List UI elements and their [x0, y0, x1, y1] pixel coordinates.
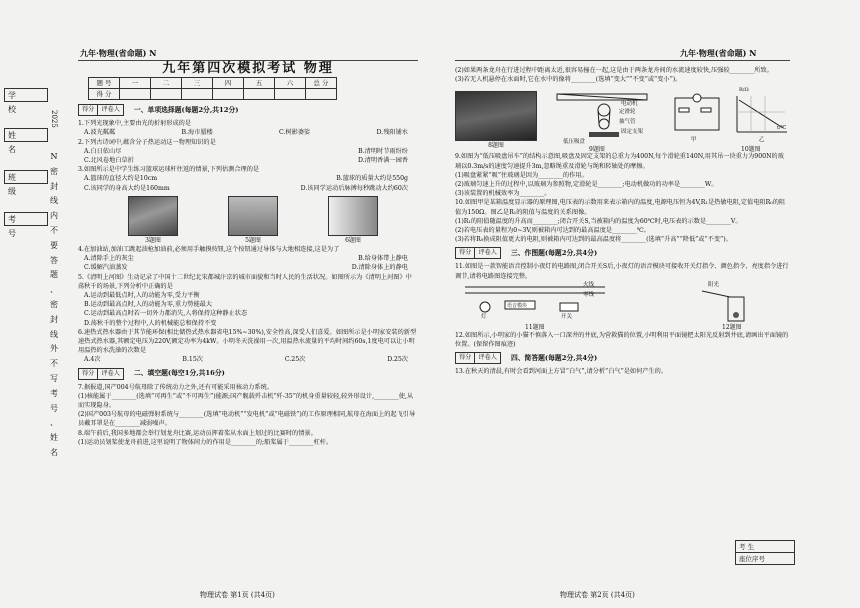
name-field: 姓 名 — [4, 128, 48, 142]
swing-photo — [228, 196, 278, 236]
well-diagram — [700, 283, 770, 331]
score-header: 总 分 — [306, 78, 337, 89]
figure-caption: 9题图 — [589, 146, 605, 154]
question-3-options: C.该同学的身高大约是160mm D.该同学运动后脉搏每秒跳动大约60次 — [84, 184, 408, 192]
voice-module-label: 语音模块 — [507, 302, 528, 309]
neutral-wire-label: 零线 — [583, 291, 595, 298]
question-10-3: (3)若将R₀换成阻值更大的电阻,则被箱内可达到的最高温度将________(选填“升高”“降低”或“不变”)。 — [455, 236, 732, 244]
exam-title: 九年第四次模拟考试 物理 — [162, 61, 334, 76]
rater-box: 得分 评卷人 — [455, 352, 501, 364]
lamp-label: 灯 — [481, 313, 487, 320]
binding-gutter — [0, 40, 60, 600]
water-heater-photo — [328, 196, 378, 236]
motor-label: 电动机 — [621, 101, 638, 108]
seat-number-box — [735, 540, 795, 565]
question-9: 9.如图为“低压吸盘吊车”的结构示意图,吸盘及固定支架的总重力为400N,每个滑轮重140N,用其吊一块重力为900N的玻璃以0.3m/s的速度匀速提升3m,忽略绳重及滑轮与绳和转轴处的摩擦。 — [455, 153, 784, 170]
figure-caption: 11题图 — [525, 323, 545, 331]
thermometer-circuit — [671, 87, 791, 154]
question-8-3: (3)若无人机悬停在水面时,它在水中的像将________(选填“变大”“不变”或“变小”)。 — [455, 76, 682, 84]
question-9-2: (2)玻璃匀速上升的过程中,以玻璃为参照物,定滑轮是________;电动机做功的功率是________W。 — [455, 181, 718, 189]
score-header: 五 — [244, 78, 275, 89]
year-mark: 2025 — [50, 110, 58, 128]
score-header: 三 — [182, 78, 213, 89]
figures-11-12 — [465, 283, 770, 331]
question-2-options: A.白日依山尽 B.清明时节雨纷纷 — [84, 147, 408, 155]
score-header: 题 号 — [89, 78, 120, 89]
seat-box-label: 考 生 — [736, 541, 794, 553]
score-cell[interactable] — [306, 89, 337, 100]
question-4-options: C.缓解汽油蒸发 D.清除身体上的静电 — [84, 264, 408, 272]
score-row-label: 得 分 — [89, 89, 120, 100]
section1-heading — [78, 104, 418, 116]
rater-box: 得分 评卷人 — [78, 104, 124, 116]
question-5-option: D.荡秋千的整个过程中,人的机械能总和保持不变 — [84, 319, 217, 327]
page-header-right: 九年·物理(省命题) N — [680, 48, 757, 58]
score-cell[interactable] — [275, 89, 306, 100]
dragon-boat-photo — [455, 91, 537, 141]
left-page — [78, 44, 418, 447]
question-1: 1.下列光现象中,主要由光的折射形成的是 — [78, 120, 192, 128]
rater-box: 得分 评卷人 — [78, 368, 124, 380]
score-cell[interactable] — [120, 89, 151, 100]
bracket-label: 固定支架 — [621, 129, 644, 136]
question-9-1: (1)吸盘紧紧“吸”住玻璃是因为________的作用。 — [455, 171, 588, 179]
exam-number-field: 考 号 — [4, 212, 48, 226]
question-8: 8.端午前后,我国多地都会举行划龙舟比赛,运动员挥着桨从水面上划过的比赛时的情景。 — [78, 429, 317, 437]
figure-caption: 10题图 — [741, 146, 761, 154]
question-10-2: (2)若电压表的量程为0~3V,则被箱内可达到的最高温度是________℃。 — [455, 227, 650, 235]
figure-caption: 12题图 — [722, 323, 742, 331]
right-page — [455, 44, 790, 376]
question-10: 10.如图甲是某箱温度显示器的原理图,电压表的示数用来表示箱内的温度,电源电压恒为4V,R₁是热敏电阻,定值电阻R₀的阻值为150Ω。图乙是R₁的阻值与温度的关系图像。 — [455, 199, 786, 216]
figure-caption: 8题图 — [488, 142, 504, 150]
section4-heading — [455, 352, 790, 364]
section2-title: 二、填空题(每空1分,共16分) — [133, 369, 225, 378]
fig-yi-label: 乙 — [759, 137, 765, 144]
live-wire-label: 火线 — [583, 281, 595, 288]
section4-title: 四、简答题(每题2分,共4分) — [510, 353, 598, 362]
figure-caption: 6题图 — [345, 236, 361, 244]
question-5: 5.《清明上河图》生动记录了中国十二世纪北宋都城汴京的城市面貌和当时人民的生活状况。如图所示为《清明上河图》中荡秋千的场景,下列分析中正确的是 — [78, 273, 412, 290]
axis-y-label: R/Ω — [739, 87, 749, 94]
figures-row — [128, 196, 418, 245]
figure-caption: 3题图 — [145, 236, 161, 244]
question-13: 13.在秋天的清晨,有时会看到河面上方冒“白气”,请分析“白气”是如何产生的。 — [455, 368, 668, 376]
question-6-options: A.4次 B.15次 C.25次 D.25次 — [84, 356, 408, 364]
question-3-options: A.篮球的直径大约是10cm B.篮球的质量大约是550g — [84, 175, 408, 183]
question-2: 2.下列古诗词中,蕴含分子热运动这一物理知识的是 — [78, 138, 216, 146]
question-5-option: B.运动到最高点时,人的动能为零,重力势能最大 — [84, 301, 213, 309]
section1-title: 一、单项选择题(每题2分,共12分) — [133, 105, 239, 114]
score-header: 六 — [275, 78, 306, 89]
class-field: 班 级 — [4, 170, 48, 184]
switch-label: 开关 — [561, 313, 573, 320]
figures-8-10 — [455, 87, 790, 154]
suction-label: 低压吸盘 — [563, 139, 586, 146]
voice-lamp-circuit — [465, 283, 615, 331]
score-header: 一 — [120, 78, 151, 89]
question-8-2: (2)如果两条龙舟在行进过程中距离太近,很容易撞在一起,这是由于两条龙舟间的水流速度较快,压强较________所致。 — [455, 67, 773, 74]
question-7-1: (1)核能属于________(选填“可再生”或“不可再生”)能源;国产舰载歼击机“歼-35”的机身重量较轻,较外形设计,________使,从而实现隐身。 — [78, 392, 414, 410]
question-6: 6.速热式热水器由于其节能环保(相比储热式热水器省电15%~30%),安全性高,深受人们喜爱。如图所示是小明家安装的新型速热式热水器,其额定电压为220V,额定功率为4kW。小明冬天洗澡用一次,用温热水流量的平均时间约60s,1度电可以让小明用温热的水洗澡的次数是 — [78, 328, 417, 355]
seal-line-text: N 密 封 线 内 不 要 答 题 、 密 封 线 外 不 写 考 号 、 姓 名 — [50, 152, 58, 457]
question-8-1: (1)运动员划桨使龙舟前进,这里说明了物体间力的作用是________的;船桨属于________杠杆。 — [78, 438, 333, 446]
question-2-options: C.北风卷地白草折 D.清明香满一园香 — [84, 157, 408, 165]
question-7: 7.据报道,国产004号航母除了传统动力之外,还有可能采用核动力系统。 — [78, 383, 273, 391]
question-10-1: (1)R₁的阻值随温度的升高而________;闭合开关S,当被箱内的温度为60℃时,电压表的示数是________V。 — [455, 217, 742, 225]
score-cell[interactable] — [151, 89, 182, 100]
score-header: 二 — [151, 78, 182, 89]
question-7-2: (2)国产003号航母的电磁弹射系统与________(选填“电动机”“发电机”或“电磁铁”)的工作原理相同,航母在海面上的起飞引导员戴耳罩是在________减弱噪声。 — [78, 411, 416, 428]
crane-diagram — [549, 90, 659, 154]
rater-box: 得分 评卷人 — [455, 247, 501, 259]
figure-caption: 5题图 — [245, 236, 261, 244]
score-cell[interactable] — [182, 89, 213, 100]
section2-heading — [78, 368, 418, 380]
question-1-options: A.波光粼粼 B.海市蜃楼 C.树影婆娑 D.残阳铺水 — [84, 129, 408, 137]
axis-x-label: t/℃ — [777, 125, 787, 132]
score-cell[interactable] — [244, 89, 275, 100]
page-footer-right: 物理试卷 第2页 (共4页) — [560, 591, 635, 599]
question-4-options: A.清除手上的灰尘 B.给身体带上静电 — [84, 255, 408, 263]
school-field: 学 校 — [4, 88, 48, 102]
circuit-svg — [671, 90, 791, 142]
question-5-option: C.运动到最高点时若一切外力都消失,人将保持这种静止状态 — [84, 310, 248, 318]
fig-jia-label: 甲 — [691, 137, 697, 144]
score-table — [88, 77, 337, 100]
score-header: 四 — [213, 78, 244, 89]
section3-title: 三、作图题(每题2分,共4分) — [510, 248, 598, 257]
basketball-photo — [128, 196, 178, 236]
question-12: 12.如图所示,小明家的小猫不慎落入一口深井的井底,为营救猫的位置,小明利用平面镜把太阳光反射到井底,请画出平面镜的位置。(保留作图痕迹) — [455, 331, 789, 349]
question-9-3: (3)该装置的机械效率为________。 — [455, 190, 551, 198]
page-header-left: 九年·物理(省命题) N — [80, 48, 157, 58]
score-cell[interactable] — [213, 89, 244, 100]
page-footer-left: 物理试卷 第1页 (共4页) — [200, 591, 275, 599]
pulley-label: 定滑轮 — [619, 109, 636, 116]
question-3: 3.如图所示是中学生练习篮球运球杆往返的情景,下列估测合理的是 — [78, 166, 260, 174]
sunlight-label: 阳光 — [708, 281, 720, 288]
seat-box-label: 座位序号 — [739, 555, 765, 563]
question-11: 11.如图是一款智能语音控制小夜灯的电路图,闭合开关S后,小夜灯的语音模块可接收开关灯指令、颜色指令、亮度指令进行调节,请将电路图连接完整。 — [455, 263, 789, 280]
pipe-label: 抽气管 — [619, 119, 636, 126]
section3-heading — [455, 247, 790, 259]
question-5-option: A.运动到最低点时,人的动能为零,受力平衡 — [84, 292, 200, 300]
question-4: 4.在加油站,加油工跳起油枪加油前,必须用手触摸按钮,这个按钮通过导体与大地相连接,这是为了 — [78, 246, 340, 254]
